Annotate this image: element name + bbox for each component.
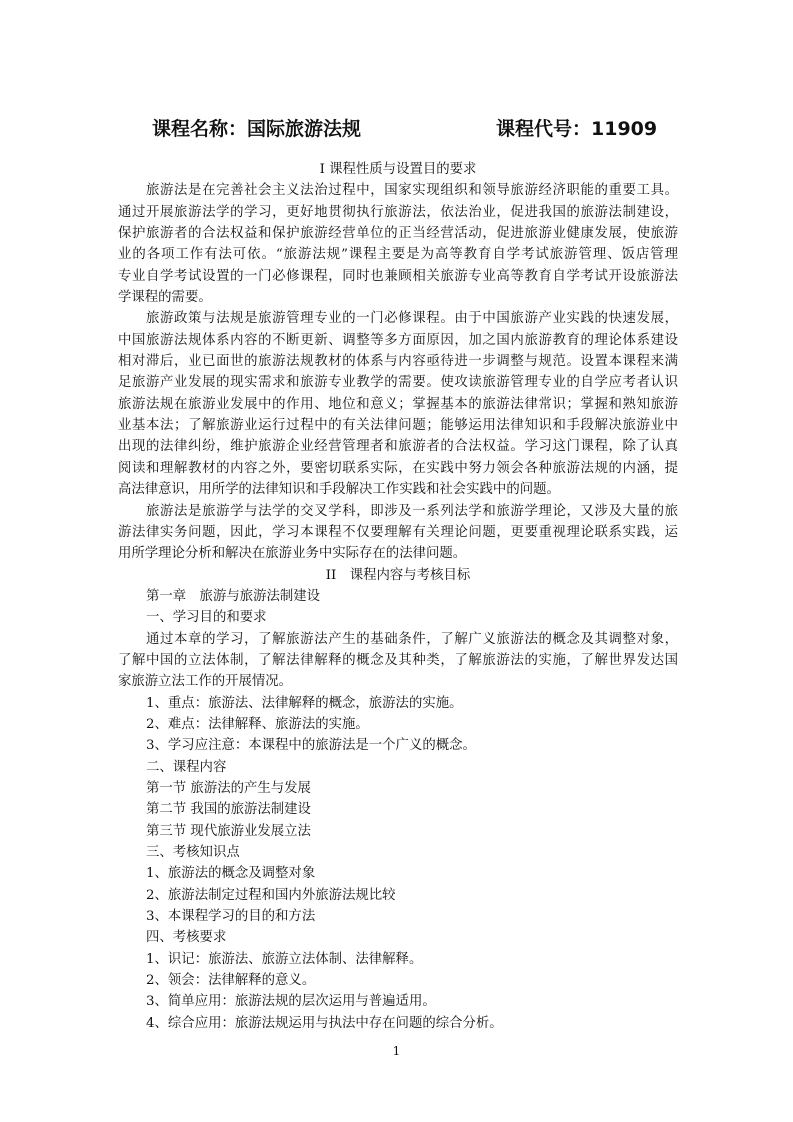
subsection-title: 二、课程内容: [146, 759, 227, 775]
text-line: 保护旅游者的合法权益和保护旅游经营单位的正当经营活动，促进旅游业健康发展，使旅游: [118, 226, 678, 242]
text-line: 家旅游立法工作的开展情况。: [118, 674, 293, 690]
text-line: 旅游政策与法规是旅游管理专业的一门必修课程。由于中国旅游产业实践的快速发展，: [146, 311, 678, 327]
list-item: 2、领会：法律解释的意义。: [146, 973, 316, 989]
text-line: 阅读和理解教材的内容之外，要密切联系实际，在实践中努力领会各种旅游法规的内涵，提: [118, 460, 678, 476]
text-line: 业基本法；了解旅游业运行过程中的有关法律问题；能够运用法律知识和手段解决旅游业中: [118, 418, 678, 434]
chapter-title: 第一章 旅游与旅游法制建设: [146, 588, 321, 604]
text-line: 用所学理论分析和解决在旅游业务中实际存在的法律问题。: [118, 546, 467, 562]
document-body: [118, 159, 678, 1034]
text-line: 旅游法规在旅游业发展中的作用、地位和意义；掌握基本的旅游法律常识；掌握和熟知旅游: [118, 396, 678, 412]
text-line: 专业自学考试设置的一门必修课程，同时也兼顾相关旅游专业高等教育自学考试开设旅游法: [118, 268, 678, 284]
section-heading: I 课程性质与设置目的要求: [319, 162, 477, 177]
list-item: 3、学习应注意：本课程中的旅游法是一个广义的概念。: [146, 738, 476, 754]
list-item: 1、识记：旅游法、旅游立法体制、法律解释。: [146, 951, 423, 967]
text-line: 了解中国的立法体制，了解法律解释的概念及其种类，了解旅游法的实施，了解世界发达国: [118, 652, 678, 668]
text-line: 通过本章的学习，了解旅游法产生的基础条件，了解广义旅游法的概念及其调整对象，: [146, 631, 678, 647]
course-name: 课程名称：国际旅游法规: [152, 118, 362, 140]
list-item: 第三节 现代旅游业发展立法: [146, 823, 311, 839]
text-line: 业的各项工作有法可依。“旅游法规”课程主要是为高等教育自学考试旅游管理、饭店管理: [118, 247, 678, 263]
page-number: 1: [392, 1044, 401, 1058]
text-line: 旅游法是旅游学与法学的交叉学科，即涉及一系列法学和旅游学理论，又涉及大量的旅: [146, 503, 678, 519]
text-line: 游法律实务问题，因此，学习本课程不仅要理解有关理论问题，更要重视理论联系实践，运: [118, 524, 678, 540]
list-item: 2、旅游法制定过程和国内外旅游法规比较: [146, 887, 396, 903]
list-item: 第一节 旅游法的产生与发展: [146, 780, 311, 796]
list-item: 1、旅游法的概念及调整对象: [146, 866, 316, 882]
list-item: 4、综合应用：旅游法规运用与执法中存在问题的综合分析。: [146, 1015, 503, 1031]
text-line: 足旅游产业发展的现实需求和旅游专业教学的需要。使攻读旅游管理专业的自学应考者认识: [118, 375, 678, 391]
text-line: 中国旅游法规体系内容的不断更新、调整等多方面原因，加之国内旅游教育的理论体系建设: [118, 332, 678, 348]
list-item: 1、重点：旅游法、法律解释的概念，旅游法的实施。: [146, 695, 463, 711]
subsection-title: 三、考核知识点: [146, 845, 240, 860]
subsection-title: 四、考核要求: [146, 930, 227, 946]
list-item: 2、难点：法律解释、旅游法的实施。: [146, 716, 369, 732]
text-line: 相对滞后，业已面世的旅游法规教材的体系与内容亟待进一步调整与规范。设置本课程来满: [118, 354, 678, 370]
text-line: 旅游法是在完善社会主义法治过程中，国家实现组织和领导旅游经济职能的重要工具。: [146, 183, 678, 199]
course-code: 课程代号：11909: [496, 118, 658, 140]
text-line: 出现的法律纠纷，维护旅游企业经营管理者和旅游者的合法权益。学习这门课程，除了认真: [118, 439, 678, 455]
section-heading: II 课程内容与考核目标: [325, 567, 471, 583]
text-line: 通过开展旅游法学的学习，更好地贯彻执行旅游法，依法治业，促进我国的旅游法制建设，: [118, 204, 678, 220]
list-item: 第二节 我国的旅游法制建设: [146, 802, 311, 818]
document-title: [152, 114, 793, 141]
list-item: 3、简单应用：旅游法规的层次运用与普遍适用。: [146, 994, 436, 1010]
subsection-title: 一、学习目的和要求: [146, 610, 267, 626]
text-line: 高法律意识，用所学的法律知识和手段解决工作实践和社会实践中的问题。: [118, 482, 560, 498]
list-item: 3、本课程学习的目的和方法: [146, 909, 316, 925]
text-line: 学课程的需要。: [118, 290, 212, 306]
